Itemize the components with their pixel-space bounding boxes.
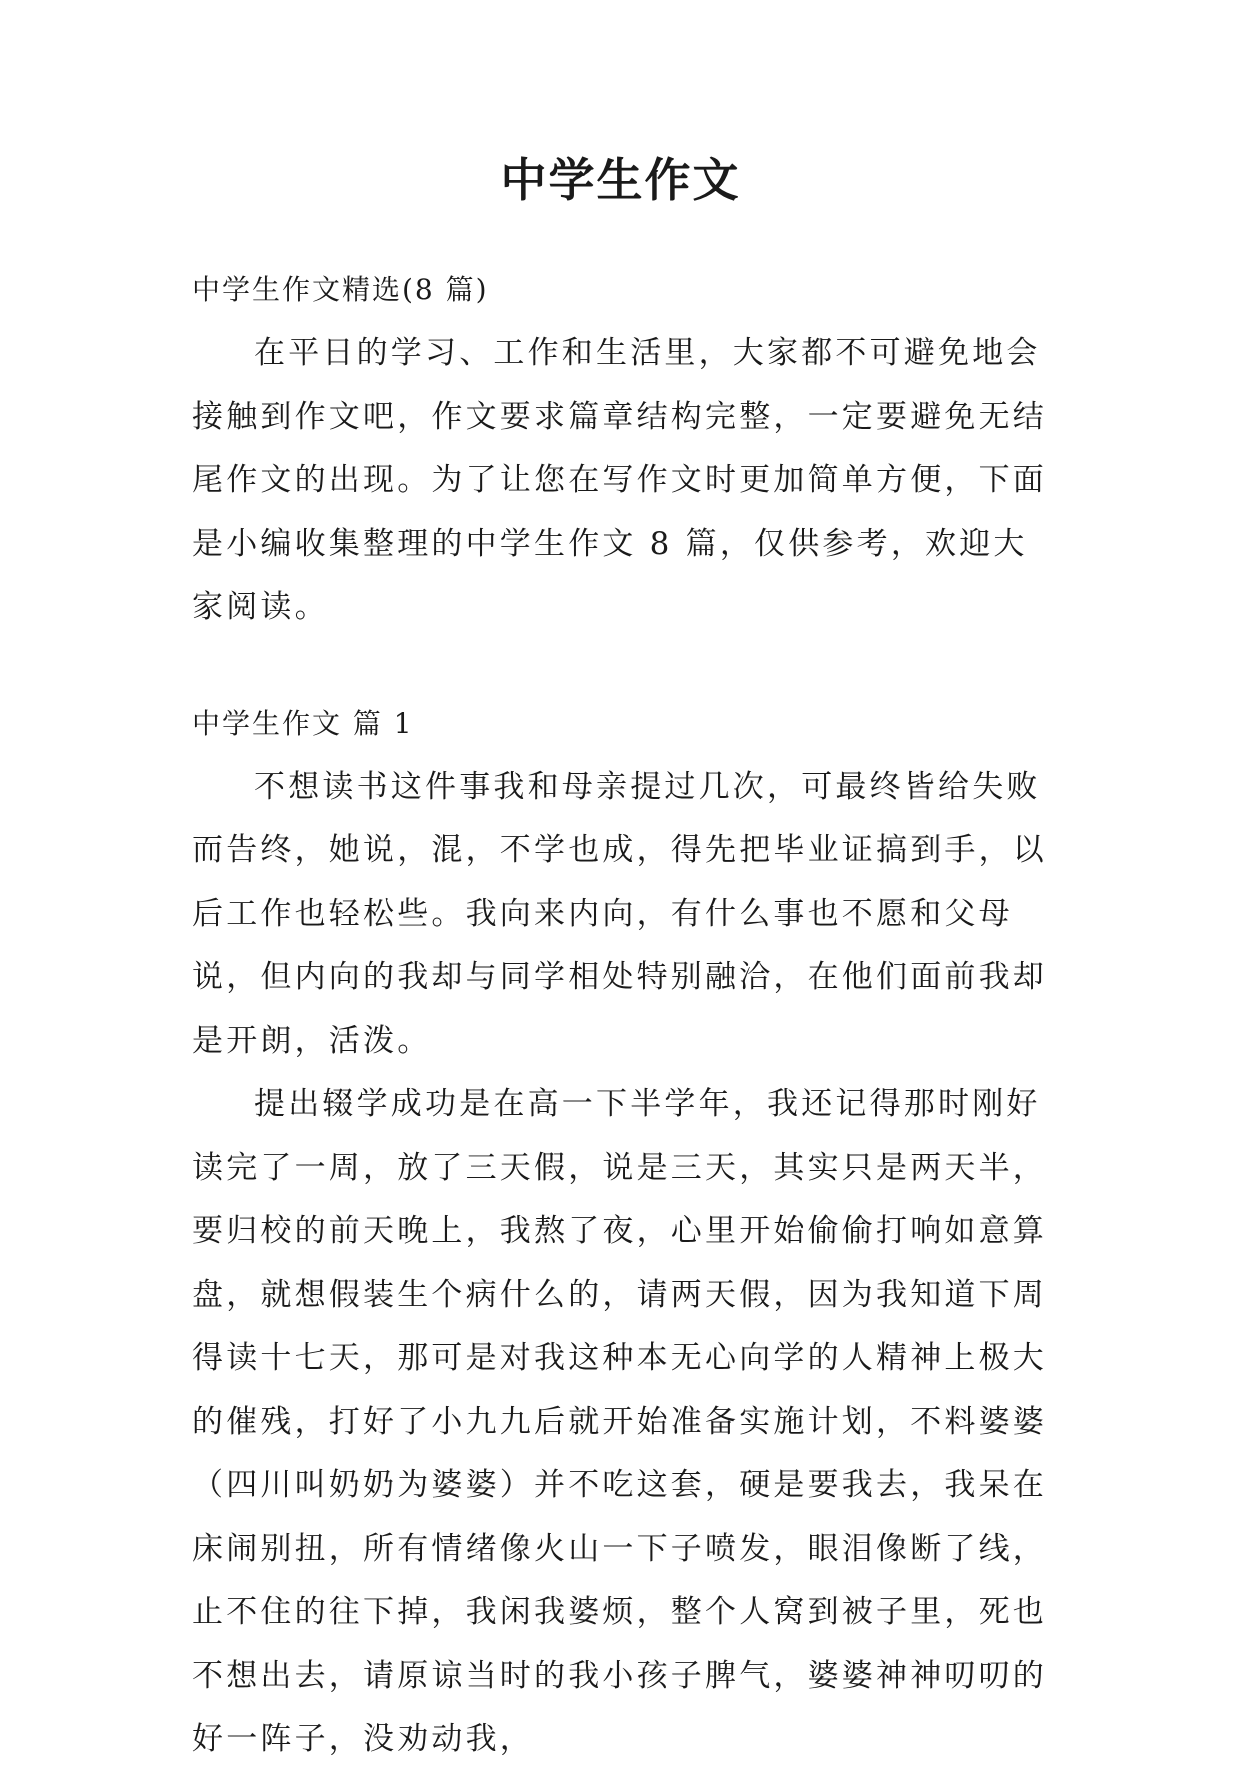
body-paragraph: 不想读书这件事我和母亲提过几次，可最终皆给失败而告终，她说，混，不学也成，得先把毕业证搞到手，以后工作也轻松些。我向来内向，有什么事也不愿和父母说，但内向的我却与同学相处特别融洽，在他们面前我却是开朗，活泼。 [192,768,1047,1059]
document-body [192,258,1054,1772]
section-heading: 中学生作文 篇 1 [192,706,414,740]
document-title: 中学生作文 [500,153,741,207]
intro-paragraph: 在平日的学习、工作和生活里，大家都不可避免地会接触到作文吧，作文要求篇章结构完整，一定要避免无结尾作文的出现。为了让您在写作文时更加简单方便，下面是小编收集整理的中学生作文 8 篇，仅供参考，欢迎大家阅读。 [192,335,1047,625]
body-paragraph: 提出辍学成功是在高一下半学年，我还记得那时刚好读完了一周，放了三天假，说是三天，其实只是两天半，要归校的前天晚上，我熬了夜，心里开始偷偷打响如意算盘，就想假装生个病什么的，请两天假，因为我知道下周得读十七天，那可是对我这种本无心向学的人精神上极大的催残，打好了小九九后就开始准备实施计划，不料婆婆（四川叫奶奶为婆婆）并不吃这套，硬是要我去，我呆在床闹别扭，所有情绪像火山一下子喷发，眼泪像断了线，止不住的往下掉，我闲我婆烦，整个人窝到被子里，死也不想出去，请原谅当时的我小孩子脾气，婆婆神神叨叨的好一阵子，没劝动我， [192,1086,1047,1757]
section-spacer [192,640,1054,692]
intro-heading: 中学生作文精选(8 篇) [192,273,489,306]
